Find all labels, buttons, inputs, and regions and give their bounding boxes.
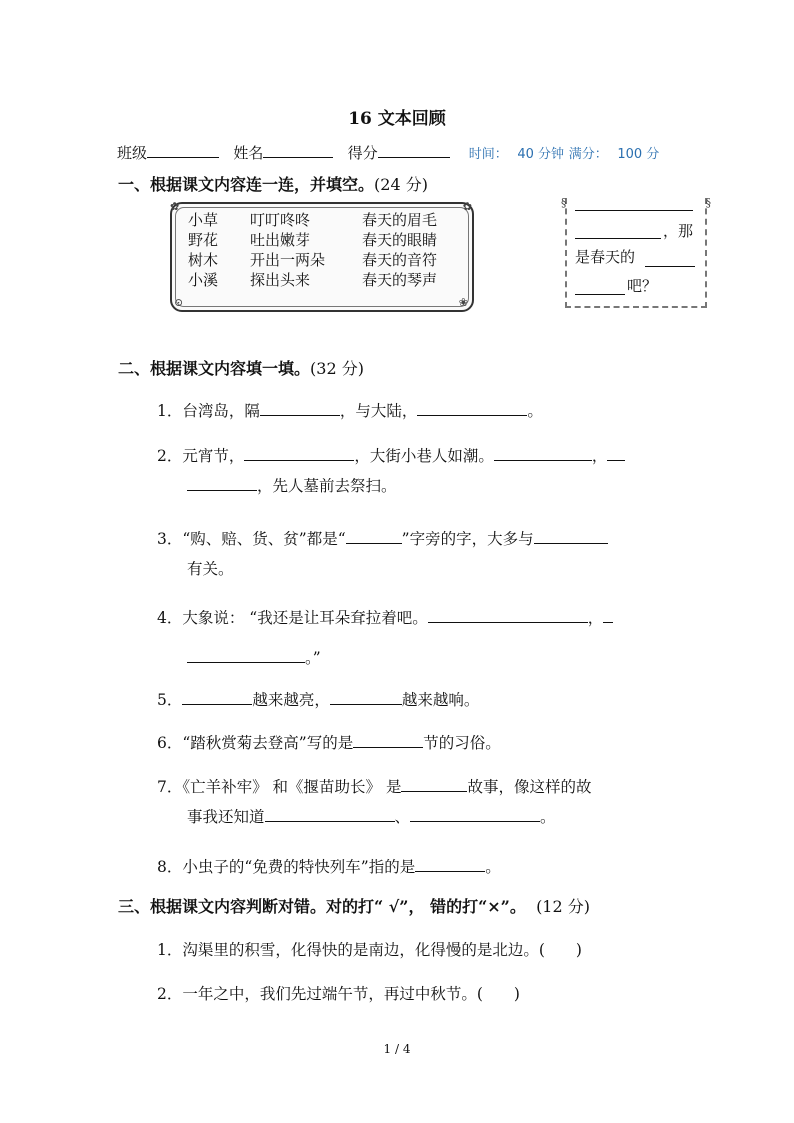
section3-points: (12 分) — [536, 897, 590, 916]
answer-blank[interactable] — [182, 689, 252, 705]
question-number: 2． — [157, 985, 183, 1003]
answer-blank[interactable] — [265, 806, 395, 822]
question-2-5 — [157, 688, 479, 710]
question-text: 事我还知道 — [187, 808, 265, 826]
answer-blank[interactable] — [330, 689, 402, 705]
full-label: 满分： — [568, 147, 608, 162]
answer-blank[interactable] — [575, 238, 661, 239]
circle-icon: ⊙ — [174, 296, 184, 309]
column-spring — [362, 210, 437, 290]
page-number: 1 / 4 — [383, 1042, 411, 1056]
question-text: 台湾岛，隔 — [182, 402, 260, 420]
match-item[interactable]: 叮叮咚咚 — [250, 211, 311, 229]
question-2-4-cont — [187, 646, 321, 668]
answer-blank[interactable] — [428, 607, 588, 623]
question-text: 。 — [485, 858, 501, 876]
question-text: ”字旁的字，大多与 — [401, 530, 534, 548]
full-value: 100 分 — [617, 147, 660, 162]
section1-heading — [118, 172, 428, 195]
question-text[interactable]: 一年之中，我们先过端午节，再过中秋节。( ) — [182, 985, 520, 1003]
question-2-3-cont — [187, 557, 234, 579]
question-text: 越来越亮， — [252, 691, 330, 709]
answer-blank[interactable] — [353, 732, 423, 748]
section1-points: (24 分) — [374, 175, 428, 194]
time-label: 时间： — [468, 147, 508, 162]
question-text: 元宵节， — [182, 447, 245, 465]
name-label: 姓名 — [233, 144, 264, 162]
question-2-4 — [157, 606, 613, 628]
question-text: 《亡羊补牢》 和《揠苗助长》 是 — [182, 778, 402, 796]
question-text: 大象说： “我还是让耳朵耷拉着吧。 — [182, 609, 428, 627]
question-number: 6． — [157, 734, 183, 752]
fill-text-na: ，那 — [663, 222, 694, 240]
match-item[interactable]: 春天的眼睛 — [362, 231, 438, 249]
answer-blank[interactable] — [187, 475, 257, 491]
section2-points: (32 分) — [310, 359, 364, 378]
answer-blank[interactable] — [494, 445, 592, 461]
match-item[interactable]: 树木 — [188, 251, 219, 269]
question-2-6 — [157, 731, 501, 753]
answer-blank[interactable] — [645, 266, 695, 267]
answer-blank[interactable] — [187, 647, 305, 663]
question-text: 。” — [305, 649, 321, 667]
answer-blank[interactable] — [603, 607, 613, 623]
question-number: 1． — [157, 402, 183, 420]
question-text: 越来越响。 — [401, 691, 480, 709]
question-2-8 — [157, 855, 501, 877]
answer-blank[interactable] — [410, 806, 540, 822]
match-item[interactable]: 小草 — [188, 211, 219, 229]
question-number: 7． — [157, 778, 183, 796]
question-number: 4． — [157, 609, 183, 627]
time-value: 40 分钟 — [517, 147, 564, 162]
fill-text-shi: 是春天的 — [575, 248, 636, 266]
question-text: ， — [591, 447, 608, 465]
question-2-3 — [157, 527, 608, 549]
match-item[interactable]: 野花 — [188, 231, 219, 249]
header-info — [117, 142, 659, 163]
section3-title: 三、根据课文内容判断对错。对的打“ √”， 错的打“×”。 — [118, 897, 526, 916]
match-item[interactable]: 春天的琴声 — [362, 271, 438, 289]
answer-blank[interactable] — [260, 400, 340, 416]
question-2-2-cont — [187, 474, 397, 496]
score-blank — [378, 143, 450, 158]
question-text: “踏秋赏菊去登高”写的是 — [182, 734, 354, 752]
question-number: 5． — [157, 691, 183, 709]
answer-blank[interactable] — [346, 528, 402, 544]
section1-title: 一、根据课文内容连一连，并填空。 — [118, 175, 375, 194]
question-text: ，与大陆， — [339, 402, 418, 420]
question-3-2 — [157, 982, 520, 1004]
answer-blank[interactable] — [575, 210, 693, 211]
question-3-1 — [157, 938, 582, 960]
question-number: 3． — [157, 530, 183, 548]
question-text[interactable]: 沟渠里的积雪，化得快的是南边，化得慢的是北边。( ) — [182, 941, 582, 959]
score-label: 得分 — [347, 144, 378, 162]
matching-box — [170, 202, 474, 312]
question-2-2 — [157, 444, 625, 466]
answer-blank[interactable] — [417, 400, 527, 416]
answer-blank[interactable] — [534, 528, 608, 544]
match-item[interactable]: 探出头来 — [250, 271, 311, 289]
question-text: 、 — [394, 808, 411, 826]
fill-text-ba: 吧？ — [627, 277, 658, 295]
question-number: 2． — [157, 447, 183, 465]
question-2-7 — [157, 775, 592, 797]
match-item[interactable]: 春天的眉毛 — [362, 211, 438, 229]
class-blank — [147, 143, 219, 158]
question-text: ， — [587, 609, 604, 627]
answer-blank[interactable] — [607, 445, 625, 461]
flower-icon: ✿ — [462, 200, 472, 213]
question-text: 小虫子的“免费的特快列车”指的是 — [182, 858, 416, 876]
column-subjects — [188, 210, 218, 290]
swirl-icon: § — [705, 196, 711, 209]
question-text: 有关。 — [187, 560, 234, 578]
question-text: 。 — [540, 808, 556, 826]
section2-title: 二、根据课文内容填一填。 — [118, 359, 311, 378]
match-item[interactable]: 春天的音符 — [362, 251, 438, 269]
section3-heading — [118, 894, 590, 917]
answer-blank[interactable] — [401, 776, 467, 792]
match-item[interactable]: 吐出嫩芽 — [250, 231, 311, 249]
question-2-7-cont — [187, 805, 556, 827]
question-text: “购、赔、货、贫”都是“ — [182, 530, 346, 548]
answer-blank[interactable] — [244, 445, 354, 461]
question-text: 。 — [527, 402, 543, 420]
question-text: 节的习俗。 — [423, 734, 501, 752]
match-item[interactable]: 小溪 — [188, 271, 219, 289]
flower-icon: ❀ — [458, 296, 468, 309]
answer-blank[interactable] — [415, 856, 485, 872]
question-number: 1． — [157, 941, 183, 959]
column-actions — [250, 210, 325, 290]
question-number: 8． — [157, 858, 183, 876]
swirl-icon: § — [561, 196, 567, 209]
question-text: 故事，像这样的故 — [467, 778, 592, 796]
fill-box — [561, 196, 711, 308]
page-title: 16 文本回顾 — [348, 109, 446, 129]
section2-heading — [118, 356, 364, 379]
flower-icon: ✿ — [170, 200, 180, 213]
match-item[interactable]: 开出一两朵 — [250, 251, 326, 269]
class-label: 班级 — [117, 144, 148, 162]
name-blank — [263, 143, 333, 158]
question-2-1 — [157, 399, 543, 421]
question-text: ，大街小巷人如潮。 — [354, 447, 494, 465]
answer-blank[interactable] — [575, 294, 625, 295]
question-text: ，先人墓前去祭扫。 — [257, 477, 397, 495]
